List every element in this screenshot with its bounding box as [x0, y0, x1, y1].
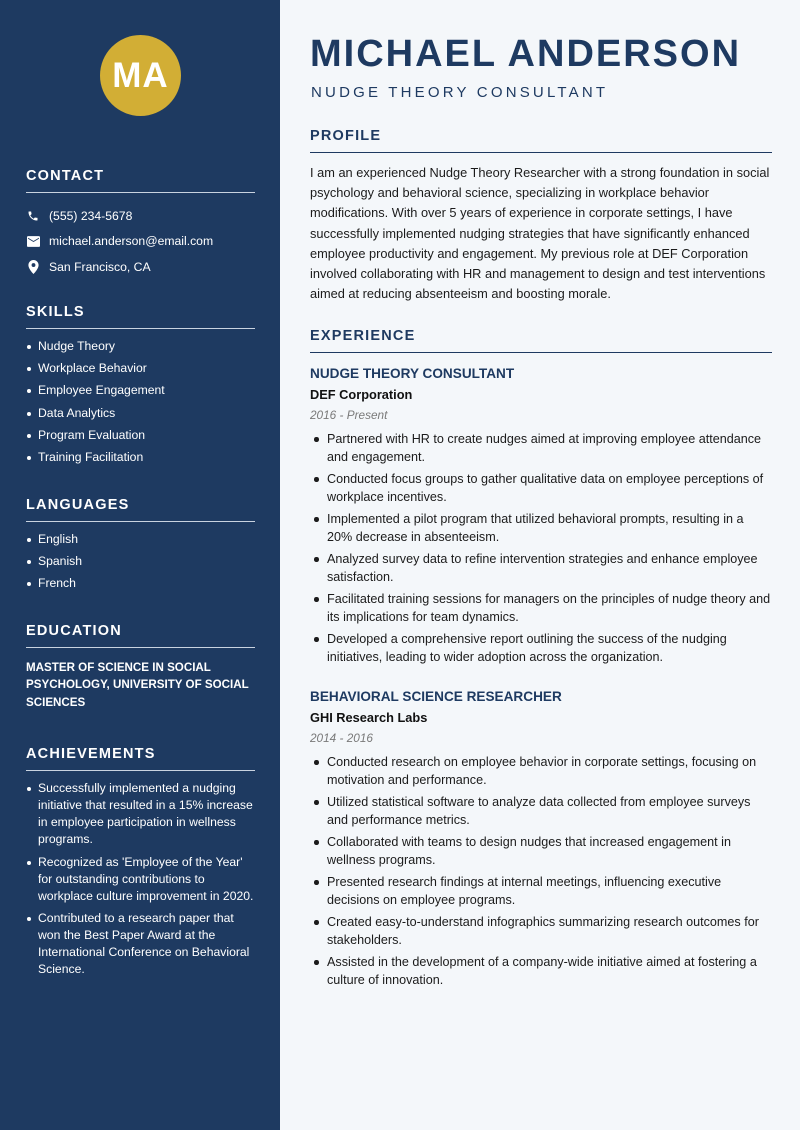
job-dates: 2014 - 2016: [310, 731, 373, 745]
list-item: Facilitated training sessions for managers on the principles of nudge theory and its implications for team dynamics.: [310, 590, 772, 626]
list-item: Conducted focus groups to gather qualitative data on employee perceptions of workplace incentives.: [310, 470, 772, 506]
list-item: Successfully implemented a nudging initiative that resulted in a 15% increase in employee participation in wellness programs.: [26, 780, 255, 848]
list-item: Spanish: [26, 553, 255, 570]
email-text: michael.anderson@email.com: [49, 234, 214, 249]
full-name: MICHAEL ANDERSON: [310, 33, 742, 75]
job-entry: [310, 366, 772, 670]
location-text: San Francisco, CA: [49, 259, 151, 274]
list-item: Implemented a pilot program that utilized behavioral prompts, resulting in a 20% decrease in absenteeism.: [310, 510, 772, 546]
job-dates: 2016 - Present: [310, 408, 388, 422]
list-item: Collaborated with teams to design nudges that increased engagement in wellness programs.: [310, 833, 772, 869]
phone-icon: [26, 209, 40, 223]
skills-heading: SKILLS: [26, 304, 255, 329]
email-icon: [26, 234, 40, 248]
skills-list: [26, 338, 255, 466]
contact-email: [26, 229, 255, 255]
list-item: Assisted in the development of a company-wide initiative aimed at fostering a culture of innovation.: [310, 953, 772, 989]
job-company: GHI Research Labs: [310, 710, 428, 725]
job-role: BEHAVIORAL SCIENCE RESEARCHER: [310, 689, 562, 704]
job-bullets: [310, 753, 772, 989]
job-entry: [310, 689, 772, 993]
job-bullets: [310, 430, 772, 666]
education-heading: EDUCATION: [26, 623, 255, 648]
list-item: Data Analytics: [26, 405, 255, 422]
list-item: English: [26, 531, 255, 548]
achievements-section: [26, 746, 255, 984]
list-item: Utilized statistical software to analyze data collected from employee surveys and performance metrics.: [310, 793, 772, 829]
contact-heading: CONTACT: [26, 168, 255, 193]
list-item: Presented research findings at internal meetings, influencing executive decisions on employee programs.: [310, 873, 772, 909]
avatar-initials: MA: [100, 35, 181, 116]
languages-section: [26, 497, 255, 598]
job-role: NUDGE THEORY CONSULTANT: [310, 366, 515, 381]
list-item: Training Facilitation: [26, 449, 255, 466]
phone-text: (555) 234-5678: [49, 208, 133, 223]
list-item: Program Evaluation: [26, 427, 255, 444]
list-item: Partnered with HR to create nudges aimed at improving employee attendance and engagement.: [310, 430, 772, 466]
profile-text: I am an experienced Nudge Theory Researcher with a strong foundation in social psychology and behavioral science, specializing in workplace behavior modifications. With over 5 years of experience in corporate settings, I have successfully implemented nudging strategies that have significantly enhanced employee productivity and engagement. My previous role at DEF Corporation involved collaborating with HR and management to design and test interventions aimed at reducing absenteeism and boosting morale.: [310, 165, 770, 302]
achievements-heading: ACHIEVEMENTS: [26, 746, 255, 771]
location-pin-icon: [26, 260, 40, 274]
list-item: Developed a comprehensive report outlining the success of the nudging initiatives, leading to wider adoption across the organization.: [310, 630, 772, 666]
sidebar: [0, 0, 280, 1130]
languages-list: [26, 531, 255, 592]
list-item: Analyzed survey data to refine intervention strategies and enhance employee satisfaction.: [310, 550, 772, 586]
experience-heading: EXPERIENCE: [310, 328, 772, 353]
job-company: DEF Corporation: [310, 387, 413, 402]
list-item: Employee Engagement: [26, 382, 255, 399]
education-section: [26, 623, 255, 711]
list-item: Contributed to a research paper that won the Best Paper Award at the International Conference on Behavioral Science.: [26, 910, 255, 978]
languages-heading: LANGUAGES: [26, 497, 255, 522]
list-item: Created easy-to-understand infographics summarizing research outcomes for stakeholders.: [310, 913, 772, 949]
list-item: Recognized as 'Employee of the Year' for outstanding contributions to workplace culture improvement in 2020.: [26, 854, 255, 905]
education-degree: MASTER OF SCIENCE IN SOCIAL PSYCHOLOGY, UNIVERSITY OF SOCIAL SCIENCES: [26, 661, 249, 709]
contact-list: [26, 203, 255, 280]
contact-phone: [26, 203, 255, 229]
contact-section: [26, 168, 255, 280]
profile-heading: PROFILE: [310, 128, 772, 153]
list-item: French: [26, 575, 255, 592]
list-item: Workplace Behavior: [26, 360, 255, 377]
list-item: Nudge Theory: [26, 338, 255, 355]
list-item: Conducted research on employee behavior in corporate settings, focusing on motivation and performance.: [310, 753, 772, 789]
skills-section: [26, 304, 255, 471]
job-title: NUDGE THEORY CONSULTANT: [311, 84, 609, 101]
achievements-list: [26, 780, 255, 978]
contact-location: [26, 254, 255, 280]
